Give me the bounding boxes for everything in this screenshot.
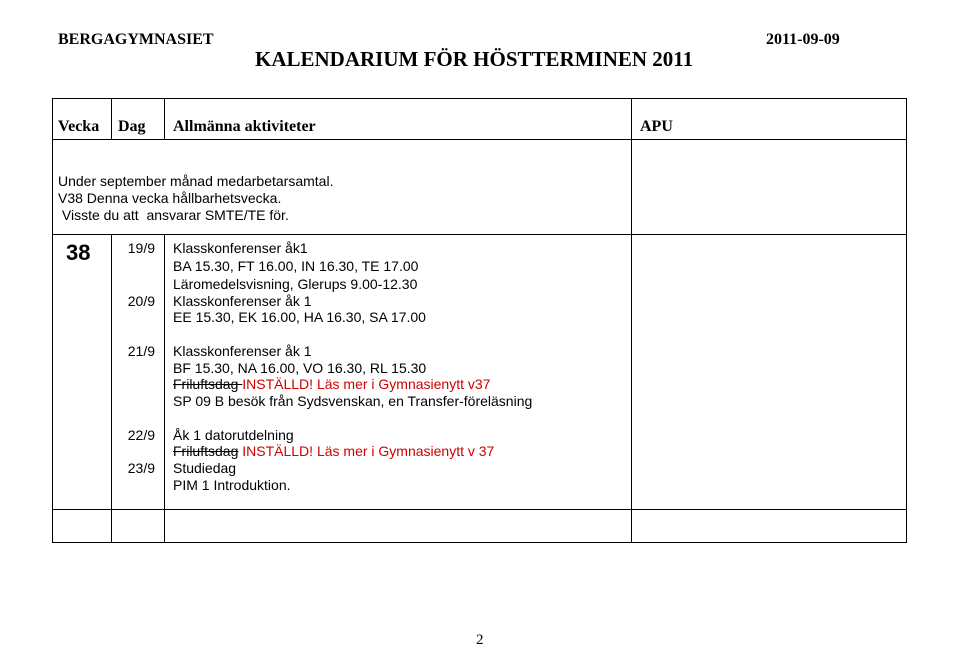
page-number: 2 [476, 632, 484, 648]
col-divider-apu [631, 98, 632, 543]
cancellation-notice: INSTÄLLD! Läs mer i Gymnasienytt v 37 [238, 443, 495, 459]
activity-line: Klasskonferenser åk1 [173, 240, 308, 256]
activity-line: Åk 1 datorutdelning [173, 427, 294, 443]
intro-line: Visste du att ansvarar SMTE/TE för. [58, 207, 289, 223]
cancellation-notice: INSTÄLLD! Läs mer i Gymnasienytt v37 [242, 376, 491, 392]
header-allmanna-aktiviteter: Allmänna aktiviteter [173, 118, 316, 135]
cancelled-activity-line [173, 443, 494, 459]
day-label: 22/9 [127, 427, 155, 443]
activity-line: Studiedag [173, 460, 237, 476]
document-title: KALENDARIUM FÖR HÖSTTERMINEN 2011 [255, 47, 694, 71]
struck-activity: Friluftsdag [173, 443, 239, 459]
day-label: 23/9 [127, 460, 155, 476]
document-date: 2011-09-09 [766, 31, 840, 48]
activity-line: BF 15.30, NA 16.00, VO 16.30, RL 15.30 [173, 360, 427, 376]
header-dag: Dag [118, 118, 146, 135]
header-vecka: Vecka [58, 118, 100, 135]
activity-line: SP 09 B besök från Sydsvenskan, en Transfer-föreläsning [173, 393, 533, 409]
day-label: 21/9 [127, 343, 155, 359]
struck-activity: Friluftsdag [173, 376, 243, 392]
table-border-right [906, 98, 907, 543]
school-name: BERGAGYMNASIET [58, 31, 214, 48]
week-number: 38 [66, 240, 91, 265]
activity-line: Läromedelsvisning, Glerups 9.00-12.30 [173, 276, 418, 292]
cancelled-activity-line [173, 376, 490, 392]
content-row-divider [52, 509, 907, 510]
table-border-top [52, 98, 907, 99]
day-label: 19/9 [127, 240, 155, 256]
activity-line: Klasskonferenser åk 1 [173, 293, 312, 309]
intro-notes [58, 173, 333, 224]
table-border-bottom [52, 542, 907, 543]
header-apu: APU [640, 118, 673, 135]
intro-divider [52, 234, 907, 235]
day-label: 20/9 [127, 293, 155, 309]
activity-line: EE 15.30, EK 16.00, HA 16.30, SA 17.00 [173, 309, 426, 325]
intro-line: V38 Denna vecka hållbarhetsvecka. [58, 190, 282, 206]
intro-line: Under september månad medarbetarsamtal. [58, 173, 334, 189]
activity-line: BA 15.30, FT 16.00, IN 16.30, TE 17.00 [173, 258, 419, 274]
activity-line: PIM 1 Introduktion. [173, 477, 291, 493]
activity-line: Klasskonferenser åk 1 [173, 343, 312, 359]
